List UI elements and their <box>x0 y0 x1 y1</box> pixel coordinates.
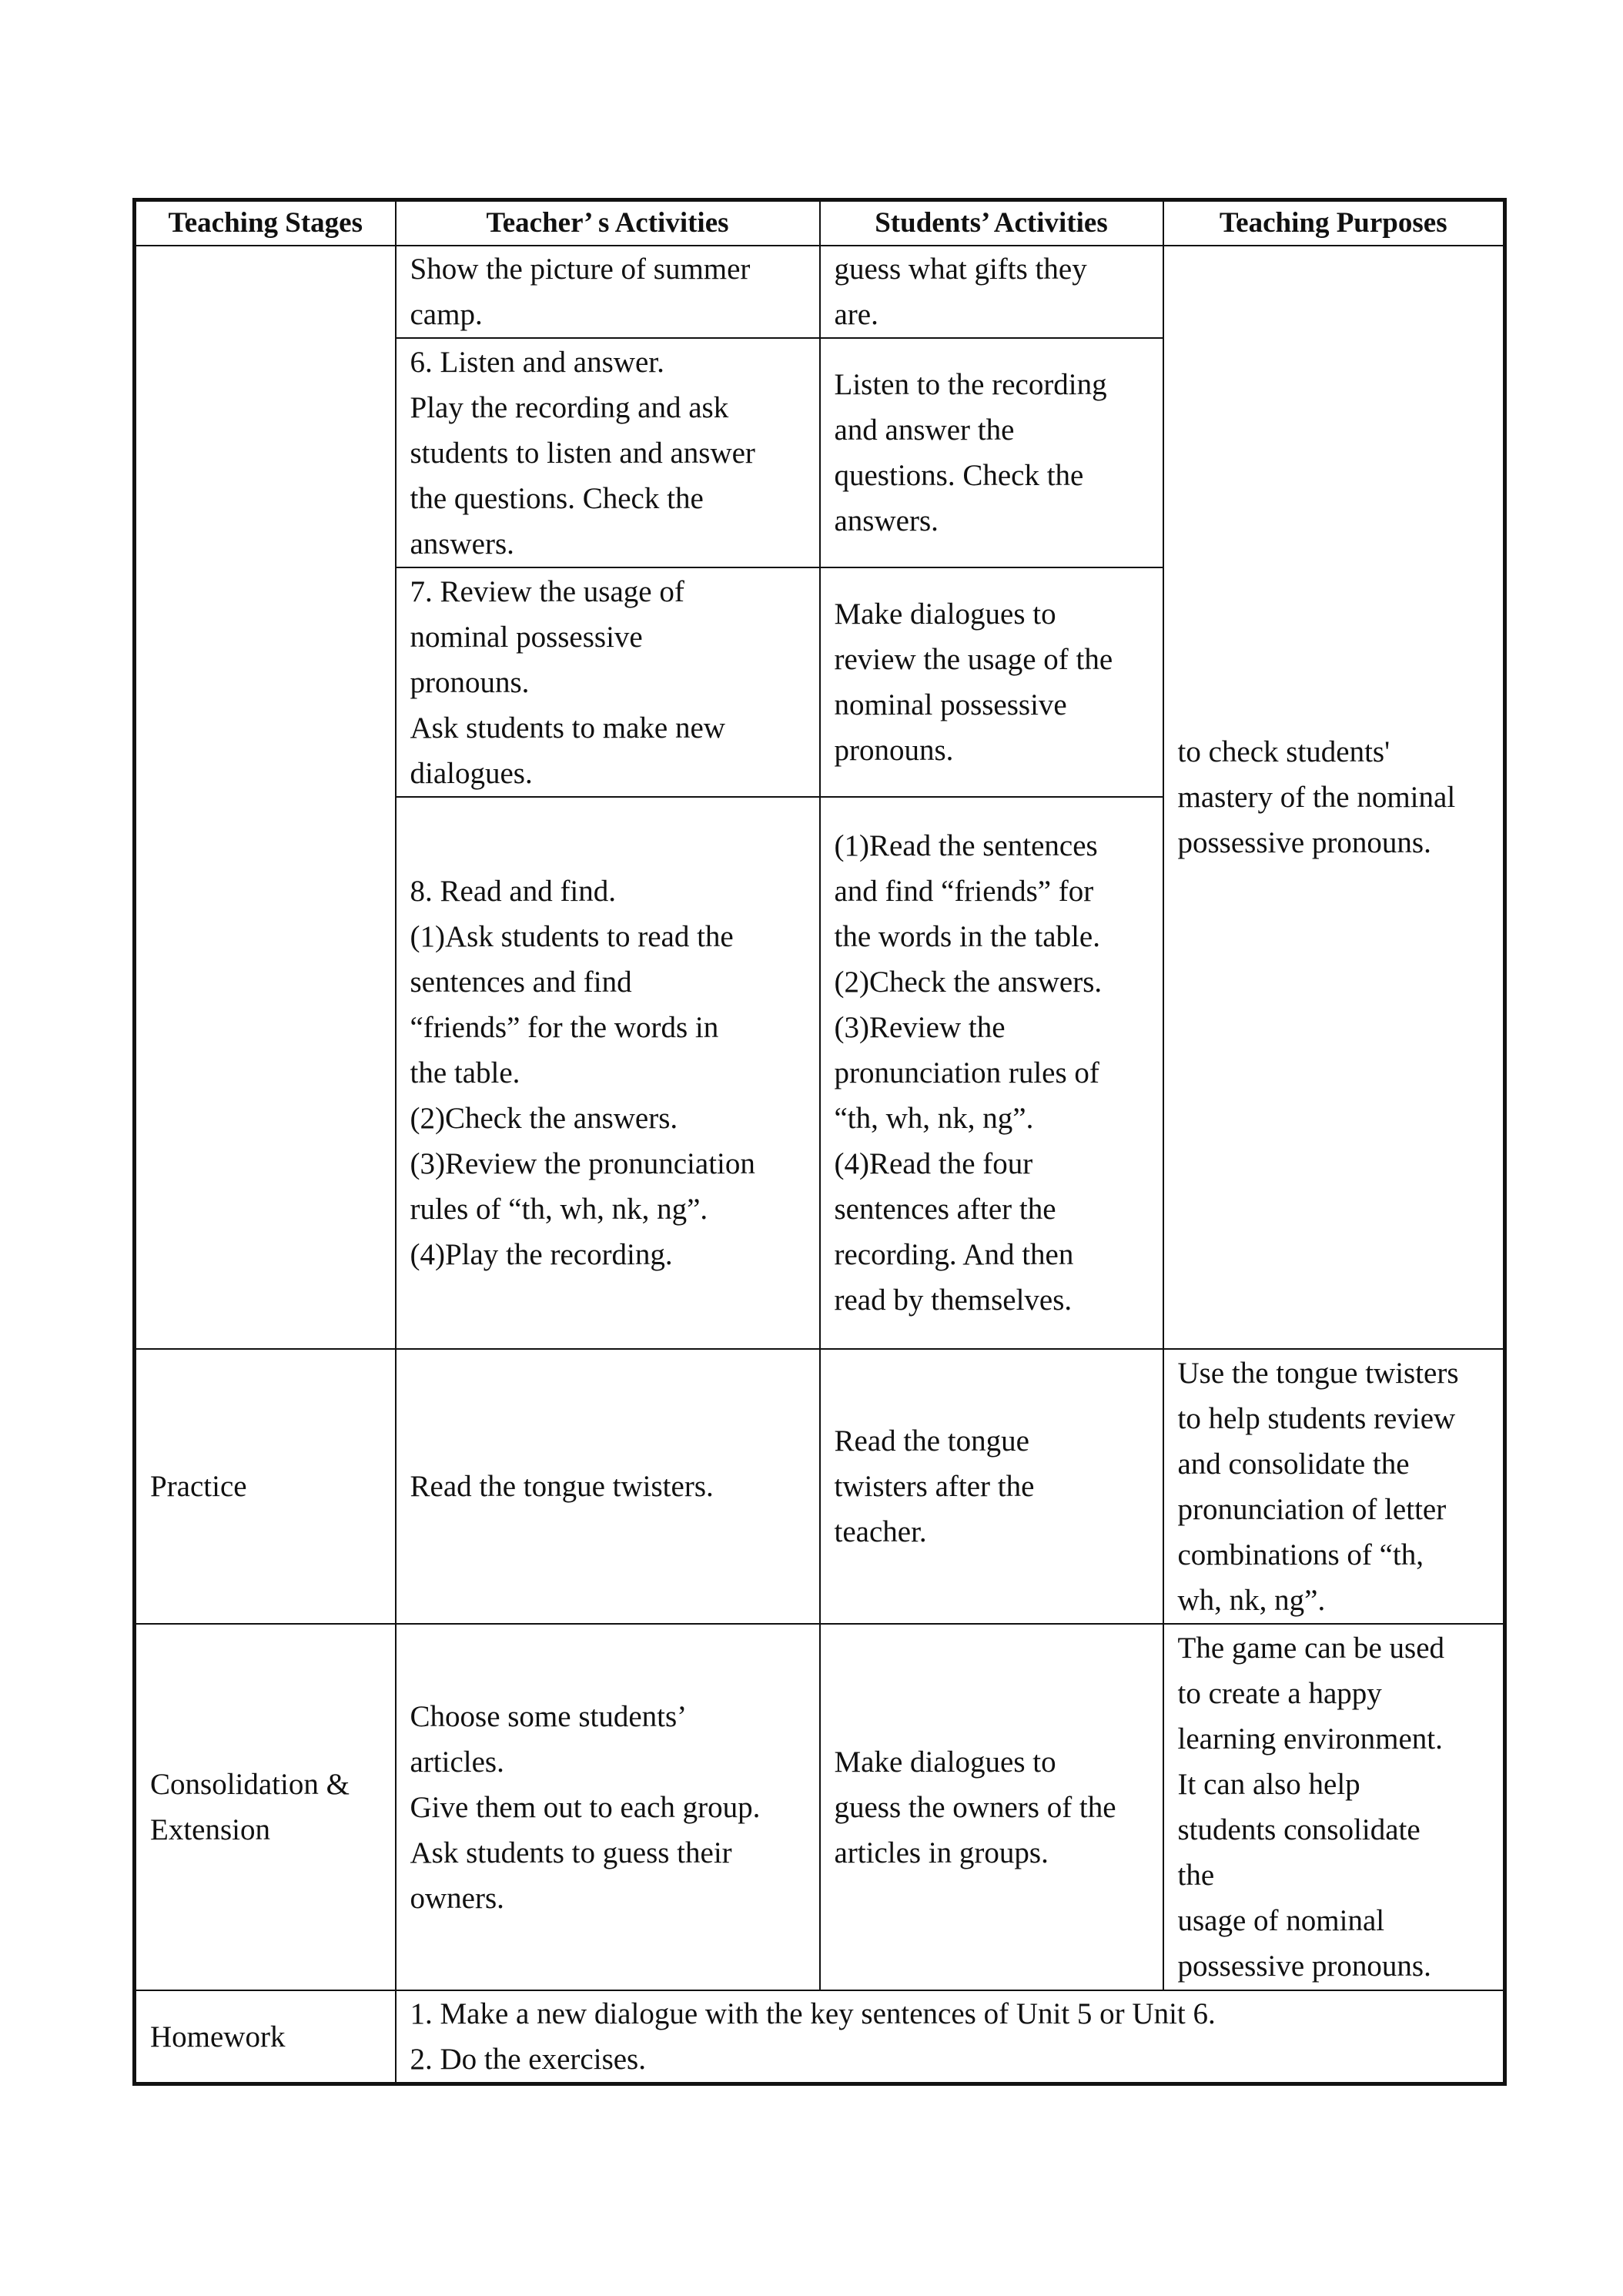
teacher-activity-cell <box>396 797 820 1349</box>
student-activity-cell <box>820 246 1163 338</box>
stage-cell <box>135 1624 396 1990</box>
stage-label: Consolidation & Extension <box>150 1768 350 1846</box>
student-activity-text: (1)Read the sentences and find “friends” for the words in the table. (2)Check the answers. (3)Review the pronunciation rules of “th, wh, nk, ng”. (4)Read the four sentences after the recording. And then read by themselves. <box>834 829 1103 1317</box>
purpose-text: to check students' mastery of the nominal possessive pronouns. <box>1177 735 1456 859</box>
student-activity-text: Read the tongue twisters after the teacher. <box>834 1424 1035 1548</box>
stage-cell-empty <box>135 246 396 1349</box>
student-activity-text: guess what gifts they are. <box>834 253 1087 331</box>
purpose-cell <box>1163 246 1505 1349</box>
teacher-activity-cell <box>396 567 820 797</box>
homework-content-cell <box>396 1990 1505 2084</box>
student-activity-text: Make dialogues to review the usage of the nominal possessive pronouns. <box>834 597 1113 767</box>
table-row-consolidation <box>135 1624 1505 1990</box>
header-row <box>135 200 1505 246</box>
student-activity-cell <box>820 797 1163 1349</box>
teacher-activity-text: Show the picture of summer camp. <box>410 253 751 331</box>
header-teachers-activities: Teacher’ s Activities <box>396 200 820 246</box>
header-students-activities: Students’ Activities <box>820 200 1163 246</box>
table-row-practice <box>135 1349 1505 1624</box>
purpose-text: The game can be used to create a happy learning environment. It can also help students consolidate the usage of nominal possessive pronouns. <box>1177 1632 1445 1983</box>
stage-label: Homework <box>150 2020 286 2053</box>
teacher-activity-text: 6. Listen and answer. Play the recording and ask students to listen and answer the questions. Check the answers. <box>410 345 755 561</box>
purpose-cell <box>1163 1349 1505 1624</box>
student-activity-cell <box>820 1624 1163 1990</box>
student-activity-text: Make dialogues to guess the owners of the articles in groups. <box>834 1745 1116 1869</box>
header-teaching-purposes: Teaching Purposes <box>1163 200 1505 246</box>
teacher-activity-cell <box>396 1624 820 1990</box>
lesson-plan-table <box>132 198 1507 2086</box>
student-activity-cell <box>820 338 1163 567</box>
teacher-activity-text: 8. Read and find. (1)Ask students to read the sentences and find “friends” for the words in the table. (2)Check the answers. (3)Review the pronunciation rules of “th, wh, nk, ng”. (4)Play the recording. <box>410 875 755 1271</box>
student-activity-cell <box>820 1349 1163 1624</box>
teacher-activity-text: Read the tongue twisters. <box>410 1470 714 1503</box>
stage-cell <box>135 1990 396 2084</box>
table-row-homework <box>135 1990 1505 2084</box>
stage-cell <box>135 1349 396 1624</box>
student-activity-text: Listen to the recording and answer the questions. Check the answers. <box>834 368 1107 537</box>
purpose-text: Use the tongue twisters to help students review and consolidate the pronunciation of letter combinations of “th, wh, nk, ng”. <box>1177 1356 1459 1617</box>
table-row <box>135 246 1505 338</box>
purpose-cell <box>1163 1624 1505 1990</box>
teacher-activity-cell <box>396 1349 820 1624</box>
homework-text: 1. Make a new dialogue with the key sentences of Unit 5 or Unit 6. 2. Do the exercises. <box>410 1997 1216 2076</box>
stage-label: Practice <box>150 1470 247 1503</box>
teacher-activity-cell <box>396 338 820 567</box>
teacher-activity-cell <box>396 246 820 338</box>
header-teaching-stages: Teaching Stages <box>135 200 396 246</box>
teacher-activity-text: Choose some students’ articles. Give them out to each group. Ask students to guess their owners. <box>410 1699 761 1915</box>
teacher-activity-text: 7. Review the usage of nominal possessive pronouns. Ask students to make new dialogues. <box>410 574 725 790</box>
student-activity-cell <box>820 567 1163 797</box>
